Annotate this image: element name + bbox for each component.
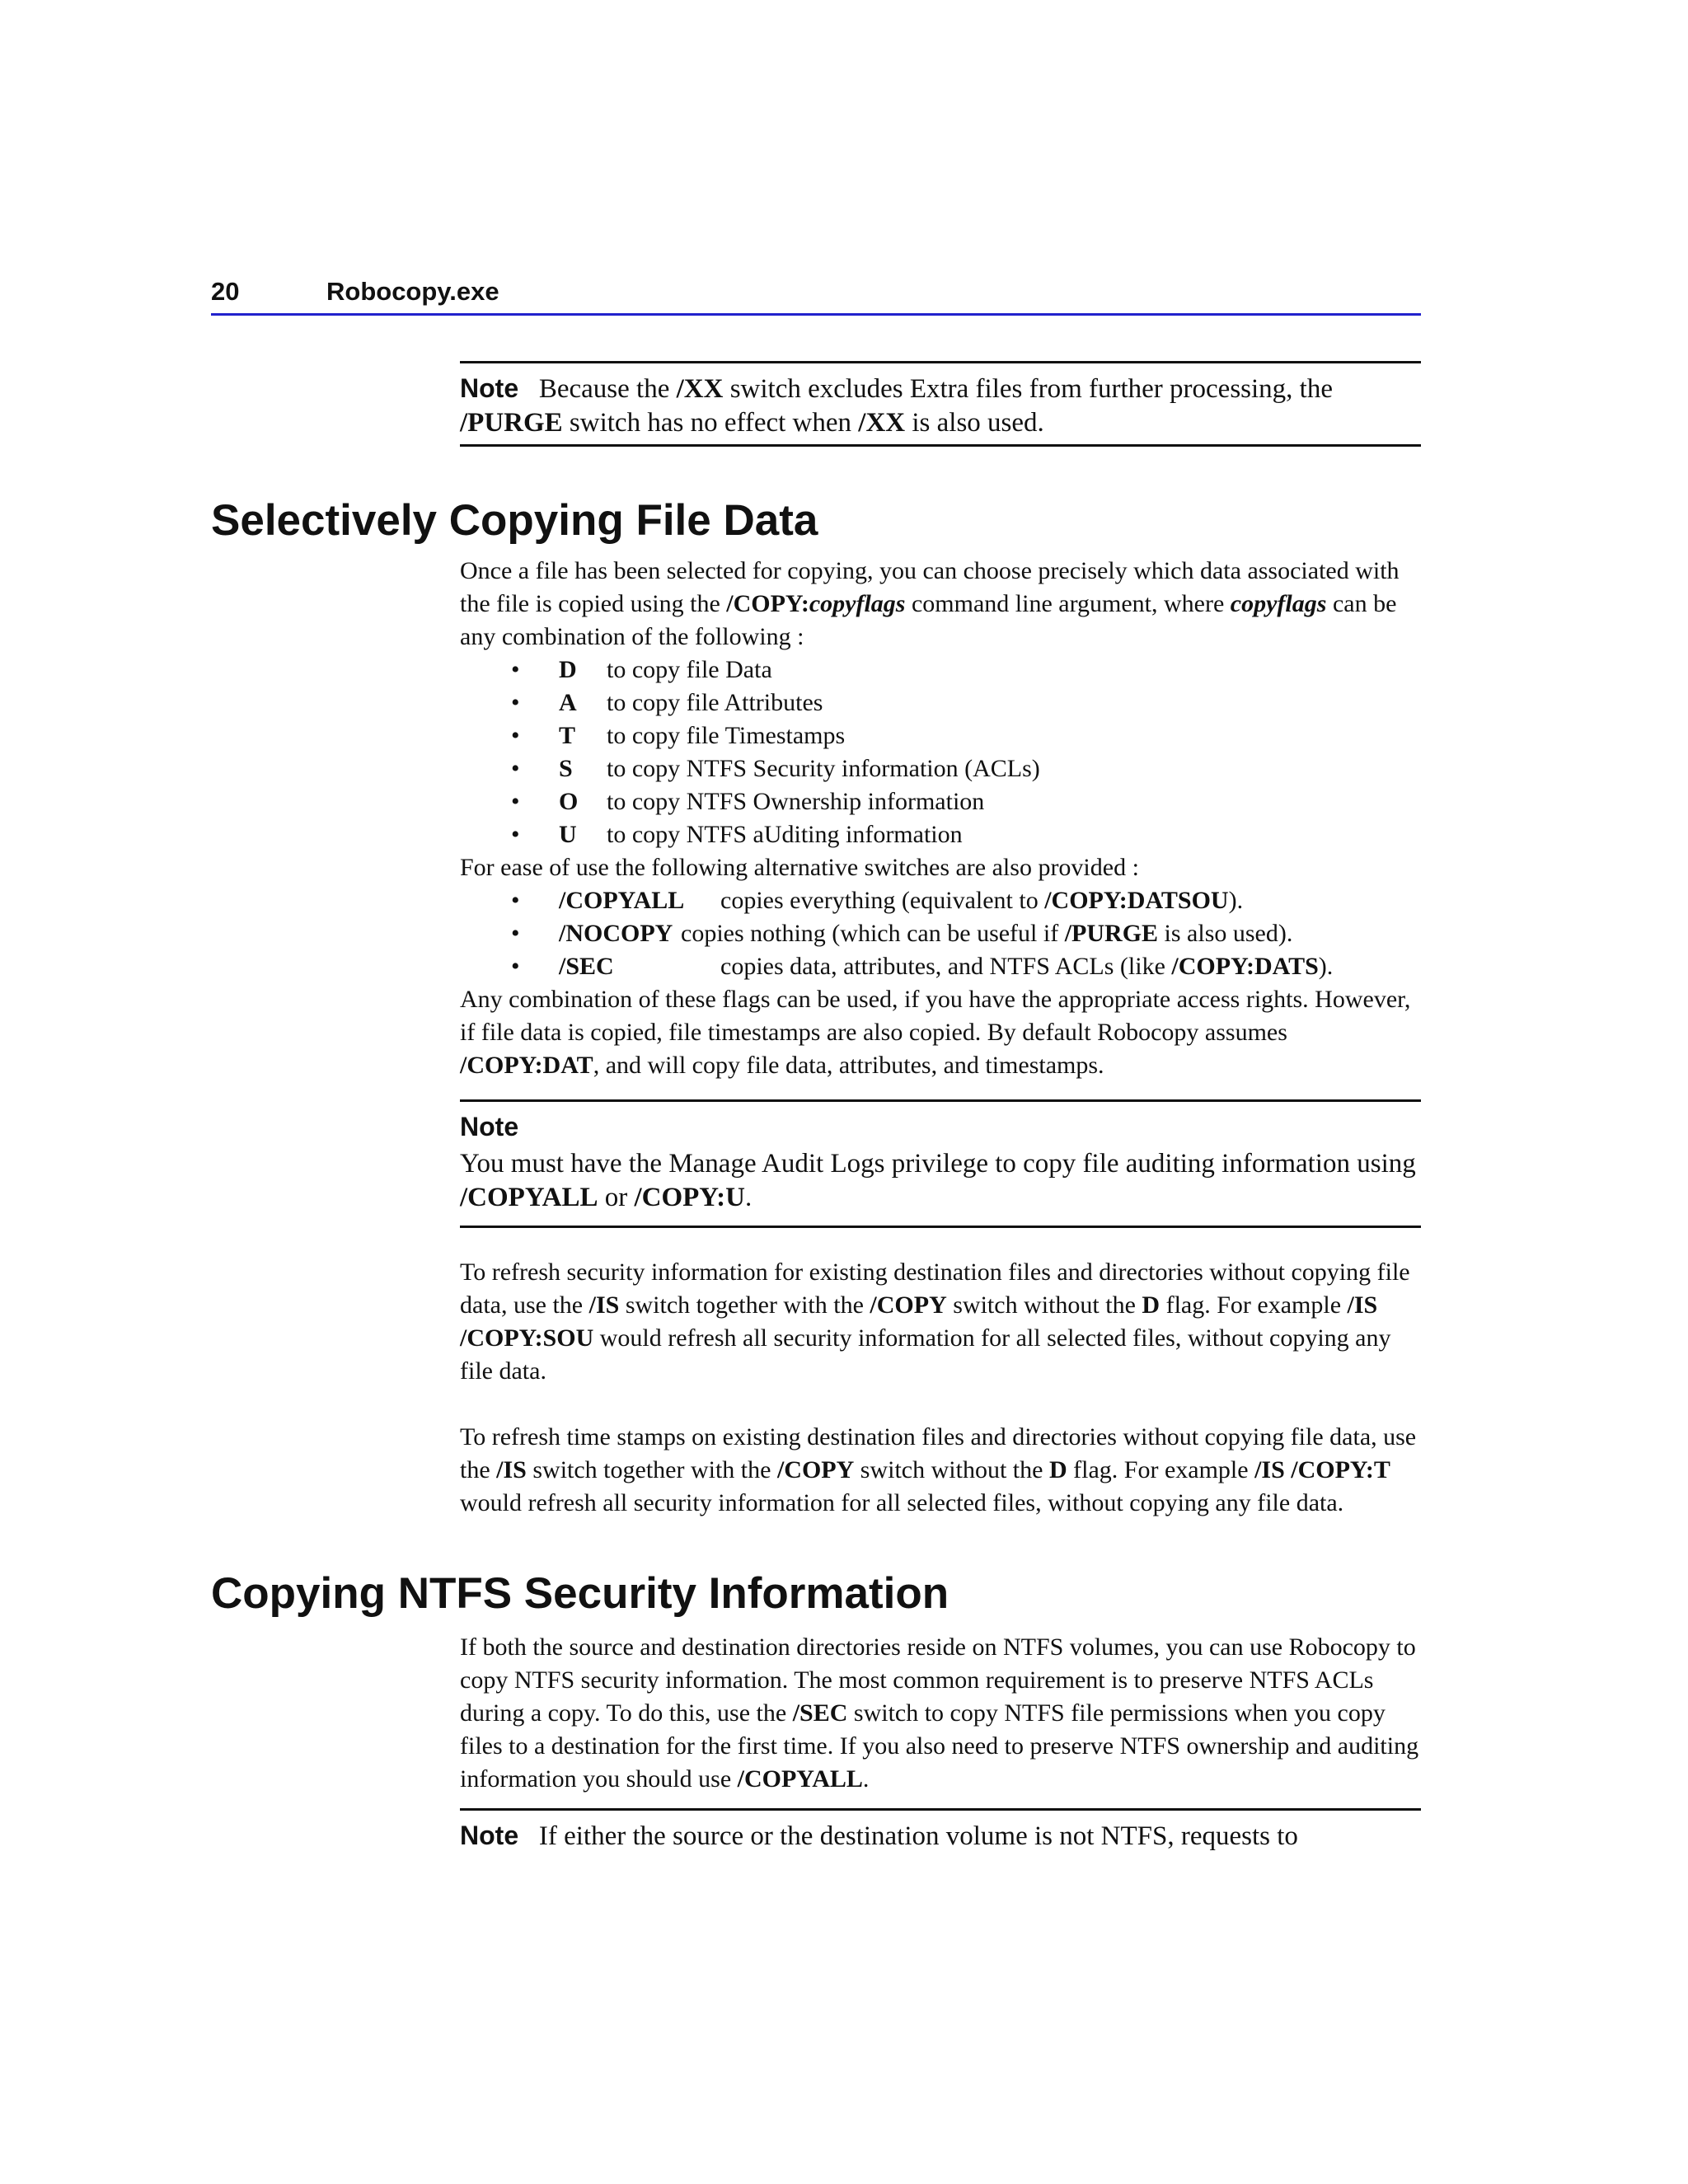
list-item: • /SEC copies data, attributes, and NTFS ACLs (like /COPY:DATS). [511,953,1334,980]
note-label: Note [460,1821,519,1850]
copyflags-list [460,654,1421,851]
combination-paragraph: Any combination of these flags can be used, if you have the appropriate access rights. However, if file data is copied, file timestamps are also copied. By default Robocopy assumes /COPY:DAT, and will copy file data, attributes, and timestamps. [460,986,1411,1079]
refresh-timestamps-paragraph: To refresh time stamps on existing destination files and directories without copying file data, use the /IS switch together with the /COPY switch without the D flag. For example /IS /COPY:T would refresh all security information for all selected files, without copying any file data. [460,1423,1417,1516]
list-item: • A to copy file Attributes [511,689,823,716]
section-heading-ntfs-security: Copying NTFS Security Information [211,1569,950,1618]
running-header [211,277,1421,316]
refresh-security-paragraph: To refresh security information for existing destination files and directories without copying file data, use the /IS switch together with the /COPY switch without the D flag. For example /IS /COPY:SOU would refresh all security information for all selected files, without copying any file data. [460,1258,1410,1385]
list-item: • D to copy file Data [511,656,772,683]
list-item: • O to copy NTFS Ownership information [511,788,985,815]
ntfs-security-paragraph: If both the source and destination directories reside on NTFS volumes, you can use Robocopy to copy NTFS security information. The most common requirement is to preserve NTFS ACLs during a copy. To do this, use the /SEC switch to copy NTFS file permissions when you copy files to a destination for the first time. If you also need to preserve NTFS ownership and auditing information you should use /COPYALL. [460,1633,1419,1793]
note-label: Note [460,373,519,403]
list-item: • U to copy NTFS aUditing information [511,821,963,848]
section-body-selective-copy [460,555,1421,1082]
header-title: Robocopy.exe [326,277,499,306]
list-item: • /COPYALL copies everything (equivalent to /COPY:DATSOU). [511,887,1244,914]
list-item: • T to copy file Timestamps [511,722,846,749]
section-heading-selective-copy: Selectively Copying File Data [211,496,818,545]
note-audit-privilege: Note You must have the Manage Audit Logs privilege to copy file auditing information using /COPYALL or /COPY:U. [460,1099,1421,1228]
page-number: 20 [211,277,240,306]
note-xx-purge: Note Because the /XX switch excludes Extra files from further processing, the /PURGE switch has no effect when /XX is also used. [460,361,1421,447]
list-item: • S to copy NTFS Security information (ACLs) [511,755,1040,782]
intro-paragraph: Once a file has been selected for copying, you can choose precisely which data associated with the file is copied using the /COPY:copyflags command line argument, where copyflags can be any combination of the following : [460,557,1400,650]
note-label: Note [460,1112,519,1141]
list-item: • /NOCOPY copies nothing (which can be useful if /PURGE is also used). [511,920,1293,947]
alt-switches-intro: For ease of use the following alternative switches are also provided : [460,854,1139,881]
alt-switches-list [460,884,1421,983]
note-non-ntfs: Note If either the source or the destination volume is not NTFS, requests to [460,1808,1421,1854]
